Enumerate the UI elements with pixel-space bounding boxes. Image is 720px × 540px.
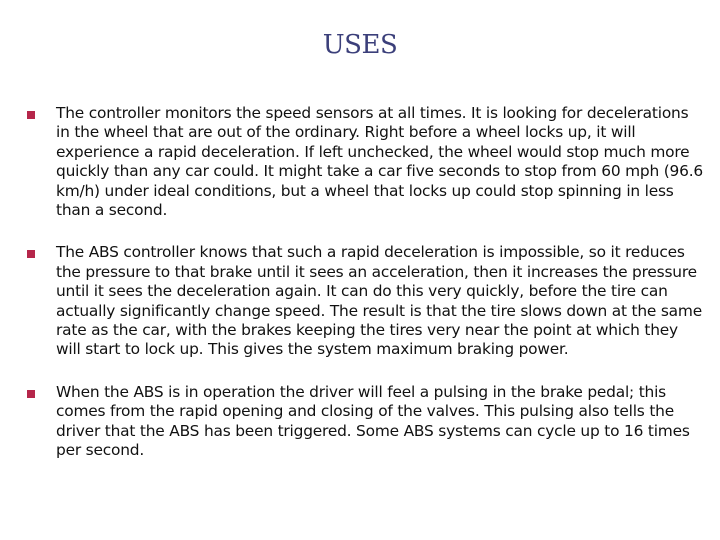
- bullet-text: When the ABS is in operation the driver will feel a pulsing in the brake pedal; this comes from the rapid opening and closing of the valves. This pulsing also tells the driver that the ABS has been triggered. Some ABS systems can cycle up to 16 times per second.: [56, 382, 690, 460]
- bullet-item: [0, 383, 720, 461]
- bullet-text: The ABS controller knows that such a rapid deceleration is impossible, so it reduces the pressure to that brake until it sees an acceleration, then it increases the pressure until it sees the deceleration again. It can do this very quickly, before the tire can actually significantly change speed. The result is that the tire slows down at the same rate as the car, with the brakes keeping the tires very near the point at which they will start to lock up. This gives the system maximum braking power.: [56, 243, 702, 359]
- square-bullet-icon: [27, 250, 35, 258]
- bullet-item: [0, 243, 720, 359]
- bullet-text: The controller monitors the speed sensors at all times. It is looking for decelerations in the wheel that are out of the ordinary. Right before a wheel locks up, it will experience a rapid deceleration. If left unchecked, the wheel would stop much more quickly than any car could. It might take a car five seconds to stop from 60 mph (96.6 km/h) under ideal conditions, but a wheel that locks up could stop spinning in less than a second.: [56, 104, 703, 220]
- slide-title: USES: [322, 30, 398, 60]
- bullet-item: [0, 104, 720, 220]
- square-bullet-icon: [27, 111, 35, 119]
- bullet-list: [0, 104, 720, 484]
- square-bullet-icon: [27, 390, 35, 398]
